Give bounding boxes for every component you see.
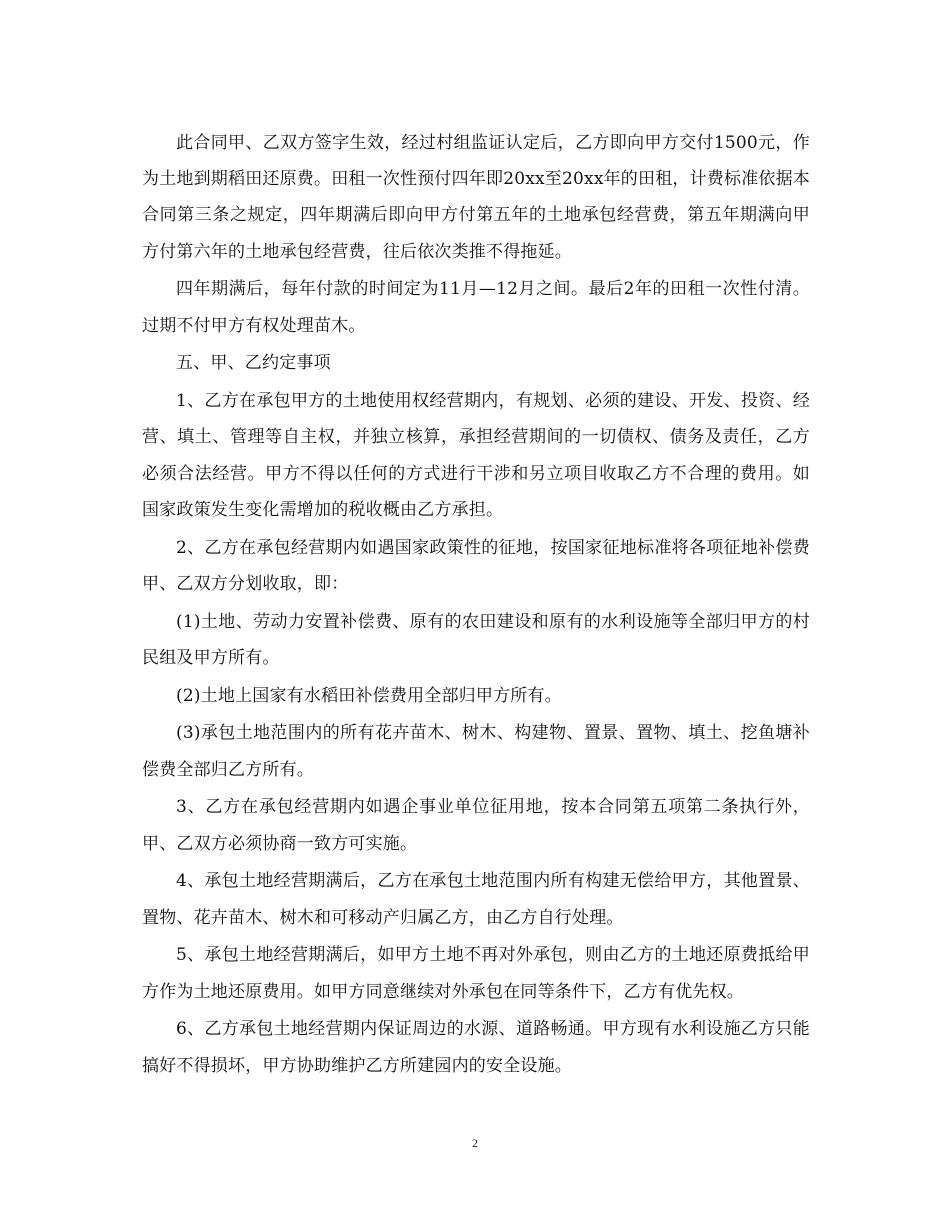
paragraph-item-5: 5、承包土地经营期满后，如甲方土地不再对外承包，则由乙方的土地还原费抵给甲方作为土地还原费用。如甲方同意继续对外承包在同等条件下，乙方有优先权。 xyxy=(142,945,810,1002)
paragraph-payment-terms: 此合同甲、乙双方签字生效，经过村组监证认定后，乙方即向甲方交付1500元，作为土地到期稻田还原费。田租一次性预付四年即20xx至20xx年的田租，计费标准依据本合同第三条之规定，四年期满后即向甲方付第五年的土地承包经营费，第五年期满向甲方付第六年的土地承包经营费，往后依次类推不得拖延。 xyxy=(142,133,811,262)
paragraph-subitem-2: (2)土地上国家有水稻田补偿费用全部归甲方所有。 xyxy=(176,685,562,706)
paragraph-item-2: 2、乙方在承包经营期内如遇国家政策性的征地，按国家征地标准将各项征地补偿费甲、乙双方分划收取，即： xyxy=(142,537,810,594)
paragraph-subitem-1: (1)土地、劳动力安置补偿费、原有的农田建设和原有的水利设施等全部归甲方的村民组及甲方所有。 xyxy=(142,611,810,668)
paragraph-subitem-3: (3)承包土地范围内的所有花卉苗木、树木、构建物、置景、置物、填土、挖鱼塘补偿费全部归乙方所有。 xyxy=(142,723,810,780)
paragraph-item-3: 3、乙方在承包经营期内如遇企事业单位征用地，按本合同第五项第二条执行外，甲、乙双方必须协商一致方可实施。 xyxy=(142,797,810,854)
paragraph-annual-payment: 四年期满后，每年付款的时间定为11月—12月之间。最后2年的田租一次性付清。过期不付甲方有权处理苗木。 xyxy=(142,279,810,336)
page-number: 2 xyxy=(472,1136,478,1150)
paragraph-item-6: 6、乙方承包土地经营期内保证周边的水源、道路畅通。甲方现有水利设施乙方只能搞好不得损坏，甲方协助维护乙方所建园内的安全设施。 xyxy=(142,1019,810,1076)
paragraph-item-4: 4、承包土地经营期满后，乙方在承包土地范围内所有构建无偿给甲方，其他置景、置物、花卉苗木、树木和可移动产归属乙方，由乙方自行处理。 xyxy=(142,871,810,928)
paragraph-item-1: 1、乙方在承包甲方的土地使用权经营期内，有规划、必须的建设、开发、投资、经营、填土、管理等自主权，并独立核算，承担经营期间的一切债权、债务及责任，乙方必须合法经营。甲方不得以任何的方式进行干涉和另立项目收取乙方不合理的费用。如国家政策发生变化需增加的税收概由乙方承担。 xyxy=(142,391,810,520)
section-heading-agreed-matters: 五、甲、乙约定事项 xyxy=(176,353,331,374)
document-body xyxy=(142,125,810,1085)
